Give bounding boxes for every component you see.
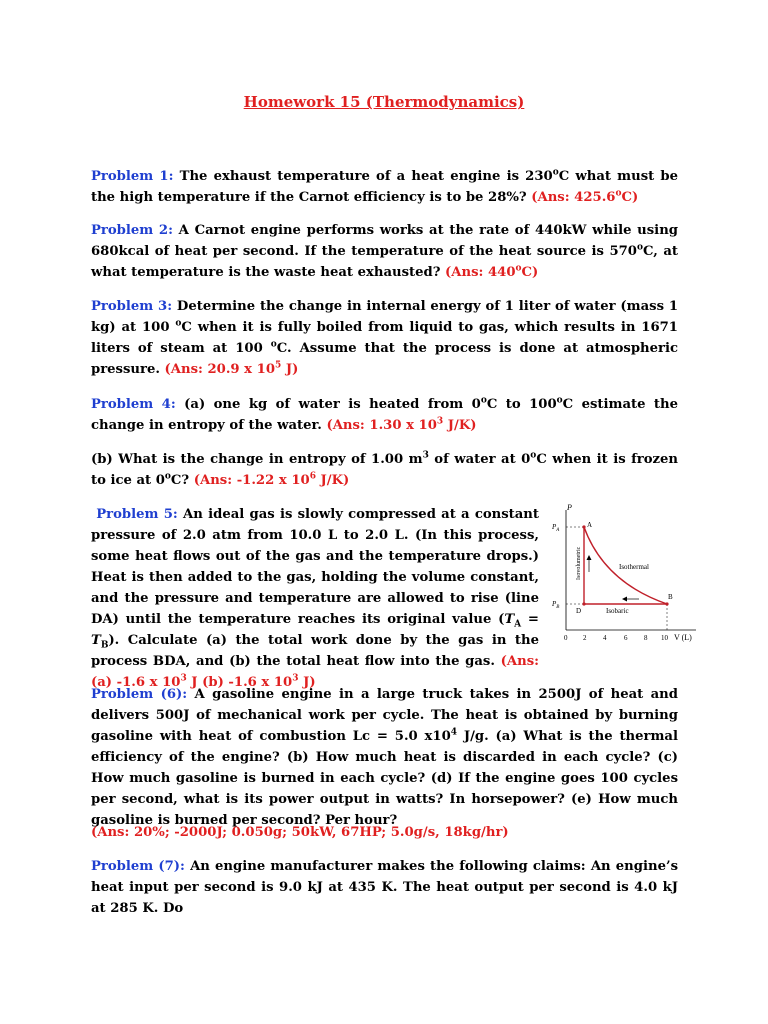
isobaric-label: Isobaric	[606, 607, 629, 615]
problem-1: Problem 1: The exhaust temperature of a heat engine is 230$^o$C what must be the high temperature if the Carnot efficiency is to be 28%? (Ans: 425.6$^o$C)	[91, 167, 679, 205]
problem-4-text: (a) one kg of water is heated from 0	[175, 397, 481, 412]
problem-5-answer: (Ans: (a) -1.6 x $10^3$ J (b) -1.6 x $10^3$ J)	[91, 654, 539, 690]
problem-5-label: Problem 5:	[96, 507, 178, 522]
tick: 6	[624, 634, 628, 642]
p-axis-label: P	[567, 503, 572, 512]
problem-4-label: Problem 4:	[91, 397, 176, 412]
point-b: B	[668, 593, 673, 601]
problem-2-text: A Carnot engine performs works at the rate of 440kW while using 680kcal of heat per second. If the temperature of the heat source is 570	[91, 223, 679, 259]
page-title: Homework 15 (Thermodynamics)	[243, 93, 525, 111]
arrow-up-icon	[587, 555, 592, 560]
pv-diagram	[546, 500, 706, 645]
problem-7-label: Problem (7):	[91, 859, 185, 874]
pa-label: $P_A$	[552, 523, 560, 533]
problem-2: Problem 2: A Carnot engine performs works at the rate of 440kW while using 680kcal of heat per second. If the temperature of the heat source is 570$^o$C, at what temperature is the waste heat exhausted? (Ans: 440$^o$C)	[91, 223, 679, 280]
problem-1-label: Problem 1:	[91, 169, 174, 184]
problem-4b-answer: (Ans: -1.22 x $10^6$ J/K)	[193, 471, 350, 488]
problem-1-answer: (Ans: 425.6$^o$C)	[531, 188, 639, 205]
tick: 4	[603, 634, 607, 642]
problem-3-text: Determine the change in internal energy of 1 liter of water (mass 1 kg) at 100	[91, 299, 679, 335]
problem-4-answer: (Ans: 1.30 x $10^3$ J/K)	[326, 416, 477, 433]
problem-6-answer: (Ans: 20%; -2000J; 0.050g; 50kW, 67HP; 5.0g/s, 18kg/hr)	[91, 825, 509, 840]
arrow-left-icon	[622, 597, 627, 602]
pb-label: $P_B$	[552, 600, 560, 610]
problem-6-label: Problem (6):	[91, 687, 188, 702]
point-d: D	[576, 607, 582, 615]
isothermal-label: Isothermal	[619, 563, 649, 571]
problem-4b: (b) What is the change in entropy of 1.00 $m^3$ of water at 0$^o$C when it is frozen to ice at 0$^o$C? (Ans: -1.22 x $10^6$ J/K)	[91, 450, 678, 488]
problem-4: Problem 4: (a) one kg of water is heated from 0$^o$C to 100$^o$C estimate the change in entropy of the water. (Ans: 1.30 x $10^3$ J/K)	[91, 395, 678, 433]
tick: 10	[661, 634, 668, 642]
tick: 0	[564, 634, 568, 642]
problem-1-text: The exhaust temperature of a heat engine is 230	[173, 169, 553, 184]
problem-2-answer: (Ans: 440$^o$C)	[445, 263, 539, 280]
problem-3-label: Problem 3:	[91, 299, 173, 314]
point-a: A	[587, 521, 593, 529]
problem-6: Problem (6): A gasoline engine in a large truck takes in 2500J of heat and delivers 500J of mechanical work per cycle. The heat is obtained by burning gasoline with heat of combustion Lc = 5.0 $x10^4$ J/g. (a) What is the thermal efficiency of the engine? (b) How much heat is discarded in each cycle? (c) How much gasoline is burned in each cycle? (d) If the engine goes 100 cycles per second, what is its power output in watts? In horsepower? (e) How much gasoline is burned per second? Per hour?	[91, 687, 678, 828]
tick: 8	[644, 634, 648, 642]
problem-3-answer: (Ans: 20.9 x $10^5$ J)	[164, 360, 299, 377]
problem-5: Problem 5: An ideal gas is slowly compressed at a constant pressure of 2.0 atm from 10.0 L to 2.0 L. (In this process, some heat flows out of the gas and the temperature drops.) Heat is then added to the gas, holding the volume constant, and the pressure and temperature are allowed to rise (line DA) until the temperature reaches its original value $(T_A = T_B)$. Calculate (a) the total work done by the gas in the process BDA, and (b) the total heat flow into the gas. (Ans: (a) -1.6 x $10^3$ J (b) -1.6 x $10^3$ J)	[91, 507, 539, 690]
problem-7	[91, 856, 678, 919]
problem-6-text: A gasoline engine in a large truck takes in 2500J of heat and delivers 500J of mechanical work per cycle. The heat is obtained by burning gasoline with heat of combustion Lc = 5.0 x10	[91, 687, 678, 744]
v-axis-label: V (L)	[674, 633, 692, 642]
problem-7-text: An engine manufacturer makes the following claims: An engine’s heat input per second is 9.0 kJ at 435 K. The heat output per second is 4.0 kJ at 285 K. Do	[91, 859, 678, 916]
x-ticks	[564, 634, 669, 642]
tick: 2	[583, 634, 587, 642]
problem-3: Problem 3: Determine the change in internal energy of 1 liter of water (mass 1 kg) at 100 $^o$C when it is fully boiled from liquid to gas, which results in 1671 liters of steam at 100 $^o$C. Assume that the process is done at atmospheric pressure. (Ans: 20.9 x $10^5$ J)	[91, 299, 679, 377]
isovolumetric-label: Isovolumetric	[576, 546, 582, 580]
problem-2-label: Problem 2:	[91, 223, 173, 238]
problem-5-text: An ideal gas is slowly compressed at a constant pressure of 2.0 atm from 10.0 L to 2.0 L. (In this process, some heat flows out of the gas and the temperature drops.) Heat is then added to the gas, holding the volume constant, and the pressure and temperature are allowed to rise (line DA) until the temperature reaches its original value (	[91, 507, 539, 627]
